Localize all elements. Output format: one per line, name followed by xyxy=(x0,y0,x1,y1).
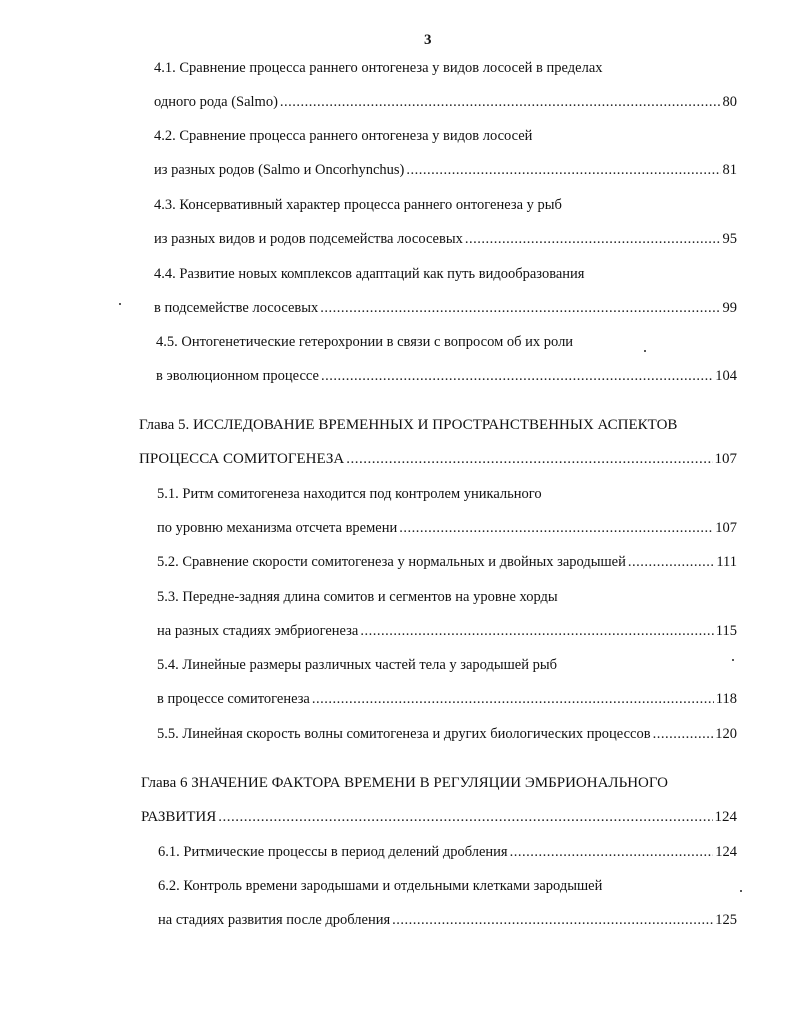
toc-leader xyxy=(392,912,713,929)
toc-entry xyxy=(157,554,737,571)
chapter-heading: ПРОЦЕССА СОМИТОГЕНЕЗА xyxy=(139,451,345,467)
toc-leader xyxy=(510,844,714,861)
toc-page-number: 104 xyxy=(715,368,737,384)
toc-entry-title: 6.2. Контроль времени зародышами и отдельными клетками зародышей xyxy=(158,878,603,894)
toc-entry xyxy=(154,300,737,317)
toc-entry-title: из разных родов (Salmo и Oncorhynchus) xyxy=(154,162,405,178)
toc-leader xyxy=(321,368,713,385)
toc-leader xyxy=(653,726,714,743)
toc-leader xyxy=(320,300,720,317)
toc-page-number: 120 xyxy=(715,726,737,742)
toc-entry-title: 4.3. Консервативный характер процесса раннего онтогенеза у рыб xyxy=(154,197,562,213)
toc-leader xyxy=(312,691,714,708)
toc-entry-title: на стадиях развития после дробления xyxy=(158,912,391,928)
toc-page-number: 81 xyxy=(722,162,737,178)
toc-entry xyxy=(154,231,737,248)
toc-page-number: 115 xyxy=(715,623,737,639)
toc-entry xyxy=(139,451,737,468)
toc-leader xyxy=(360,623,713,640)
toc-entry-title: в подсемействе лососевых xyxy=(154,300,319,316)
toc-page-number: 99 xyxy=(722,300,737,316)
toc-entry-title: 4.4. Развитие новых комплексов адаптаций как путь видообразования xyxy=(154,266,585,282)
toc-entry-title: в эволюционном процессе xyxy=(156,368,319,384)
toc-entry-title: 4.1. Сравнение процесса раннего онтогенеза у видов лососей в пределах xyxy=(154,60,603,76)
toc-leader xyxy=(399,520,713,537)
toc-entry-title: 4.5. Онтогенетические гетерохронии в связи с вопросом об их роли xyxy=(156,334,574,350)
toc-entry-title: 5.5. Линейная скорость волны сомитогенеза и других биологических процессов xyxy=(157,726,651,742)
toc-entry-title: 4.2. Сравнение процесса раннего онтогенеза у видов лососей xyxy=(154,128,533,144)
toc-page-number: 107 xyxy=(715,520,737,536)
toc-page-number: 80 xyxy=(722,94,737,110)
toc-entry-title: 5.1. Ритм сомитогенеза находится под контролем уникального xyxy=(157,486,542,502)
toc-page-number: 95 xyxy=(722,231,737,247)
toc-entry xyxy=(157,726,737,743)
toc-page-number: 124 xyxy=(714,809,737,825)
toc-entry xyxy=(154,94,737,111)
scan-speck xyxy=(732,659,734,661)
toc-leader xyxy=(465,231,721,248)
toc-entry-title: одного рода (Salmo) xyxy=(154,94,278,110)
toc-entry-title: на разных стадиях эмбриогенеза xyxy=(157,623,359,639)
scan-speck xyxy=(740,890,742,892)
chapter-heading: Глава 5. ИССЛЕДОВАНИЕ ВРЕМЕННЫХ И ПРОСТРАНСТВЕННЫХ АСПЕКТОВ xyxy=(139,417,678,433)
toc-entry xyxy=(157,623,737,640)
chapter-heading: РАЗВИТИЯ xyxy=(141,809,217,825)
toc-entry-title: по уровню механизма отсчета времени xyxy=(157,520,398,536)
toc-leader xyxy=(218,809,712,826)
toc-entry xyxy=(157,691,737,708)
chapter-heading: Глава 6 ЗНАЧЕНИЕ ФАКТОРА ВРЕМЕНИ В РЕГУЛЯЦИИ ЭМБРИОНАЛЬНОГО xyxy=(141,775,668,791)
toc-page-number: 124 xyxy=(715,844,737,860)
toc-entry-title: 6.1. Ритмические процессы в период делений дробления xyxy=(158,844,508,860)
toc-entry-title: в процессе сомитогенеза xyxy=(157,691,310,707)
toc-leader xyxy=(406,162,720,179)
scan-speck xyxy=(644,350,646,352)
toc-page-number: 118 xyxy=(715,691,737,707)
toc-leader xyxy=(280,94,721,111)
toc-entry xyxy=(158,912,737,929)
scan-speck xyxy=(119,303,121,305)
toc-entry-title: 5.3. Передне-задняя длина сомитов и сегментов на уровне хорды xyxy=(157,589,558,605)
toc-page-number: 107 xyxy=(714,451,737,467)
toc-leader xyxy=(628,554,714,571)
toc-entry xyxy=(158,844,737,861)
toc-leader xyxy=(346,451,712,468)
toc-entry xyxy=(156,368,737,385)
toc-page-number: 111 xyxy=(716,554,737,570)
toc-entry xyxy=(157,520,737,537)
toc-entry-title: 5.4. Линейные размеры различных частей тела у зародышей рыб xyxy=(157,657,557,673)
toc-entry xyxy=(141,809,737,826)
toc-entry-title: из разных видов и родов подсемейства лососевых xyxy=(154,231,463,247)
page-number: 3 xyxy=(424,32,432,48)
toc-page-number: 125 xyxy=(715,912,737,928)
toc-entry xyxy=(154,162,737,179)
toc-entry-title: 5.2. Сравнение скорости сомитогенеза у нормальных и двойных зародышей xyxy=(157,554,626,570)
